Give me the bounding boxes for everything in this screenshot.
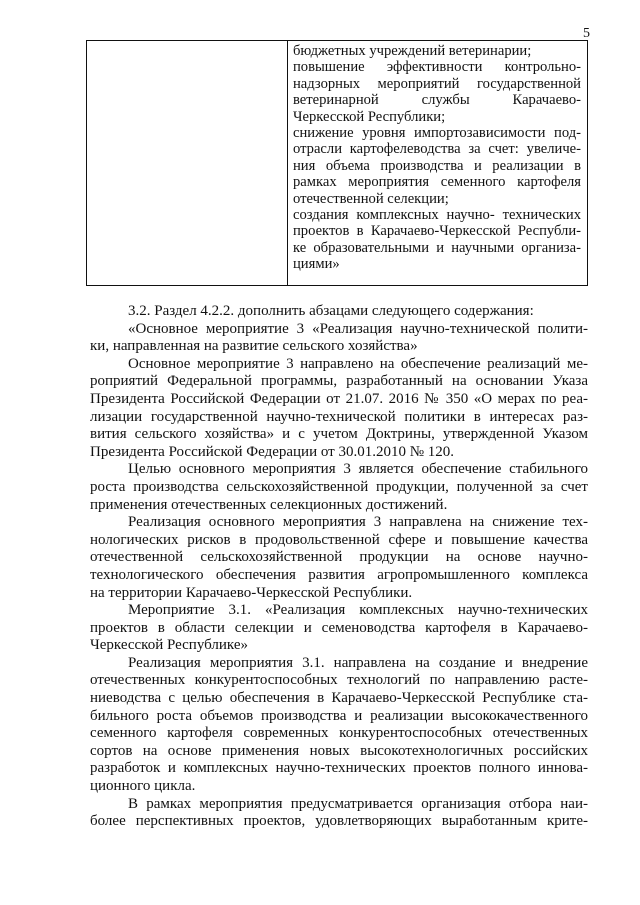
text-line: вития сельского хозяйства» и с учетом Доктрины, утвержденной Указом [90,426,588,443]
table-line: ния объема производства и реализации в [293,157,581,174]
text-line: нологических рисков в продовольственной сфере и повышение качества [90,531,588,548]
text-line: Основное мероприятие 3 направлено на обеспечение реализаций ме- [128,355,588,372]
text-line: «Основное мероприятие 3 «Реализация научно-технической полити- [128,320,588,337]
text-line: ниеводства с целью обеспечения в Карачаево-Черкесской Республике ста- [90,690,588,707]
table-line: снижение уровня импортозависимости под- [293,125,581,142]
table-line: ветеринарной службы Карачаево- [293,92,581,109]
text-line: ционного цикла. [90,778,196,795]
table-line: ке образовательными и научными организа- [293,239,581,256]
table-line: надзорных мероприятий государственной [293,75,581,92]
text-line: на территории Карачаево-Черкесской Республики. [90,584,413,601]
text-line: В рамках мероприятия предусматривается организация отбора наи- [128,795,588,812]
text-line: применения отечественных селекционных достижений. [90,496,448,513]
page-number: 5 [583,26,590,41]
text-line: Реализация мероприятия 3.1. направлена на создание и внедрение [128,654,588,671]
table-line: бюджетных учреждений ветеринарии; [293,43,532,59]
table-line: рамках мероприятия семенного картофеля [293,174,581,191]
text-line: Реализация основного мероприятия 3 направлена на снижение тех- [128,514,588,531]
table-line: Черкесской Республики; [293,108,446,125]
text-line: более перспективных проектов, удовлетворяющих выработанным крите- [90,813,588,830]
text-line: Президента Российской Федерации от 30.01.2010 № 120. [90,443,455,460]
text-line: роприятий Федеральной программы, разработанный на основании Указа [90,373,588,390]
text-line: 3.2. Раздел 4.2.2. дополнить абзацами следующего содержания: [128,303,534,319]
table-column-divider [287,41,288,285]
table-right-cell [293,43,581,273]
text-line: проектов в области селекции и семеноводства картофеля в Карачаево- [90,619,588,636]
text-line: разработок и комплексных научно-технических проектов полного иннова- [90,760,588,777]
table-line: отрасли картофелеводства за счет: увеличе- [293,141,581,158]
text-line: бильного роста объемов производства и реализации высококачественного [90,707,588,724]
text-line: лизации государственной научно-технической политики в интересах раз- [90,408,588,425]
text-line: Мероприятие 3.1. «Реализация комплексных научно-технических [128,602,588,619]
text-line: ки, направленная на развитие сельского хозяйства» [90,338,418,355]
continued-table [86,40,588,286]
table-line: циями» [293,256,340,273]
text-line: Президента Российской Федерации от 21.07. 2016 № 350 «О мерах по реа- [90,390,588,407]
text-line: отечественной сельскохозяйственной продукции на основе научно- [90,549,588,566]
table-line: создания комплексных научно- технических [293,207,581,224]
text-line: отечественных конкурентоспособных технологий по направлению расте- [90,672,588,689]
text-line: сортов на основе применения новых высокотехнологичных российских [90,742,588,759]
text-line: Черкесской Республике» [90,637,248,654]
table-line: повышение эффективности контрольно- [293,59,581,76]
table-line: проектов в Карачаево-Черкесской Республи- [293,223,581,240]
text-line: семенного картофеля современных конкурентоспособных отечественных [90,725,588,742]
document-body [90,303,588,831]
text-line: технологического обеспечения развития агропромышленного комплекса [90,566,588,583]
text-line: роста производства сельскохозяйственной продукции, полученной за счет [90,478,588,495]
table-line: отечественной селекции; [293,190,449,207]
text-line: Целью основного мероприятия 3 является обеспечение стабильного [128,461,588,478]
